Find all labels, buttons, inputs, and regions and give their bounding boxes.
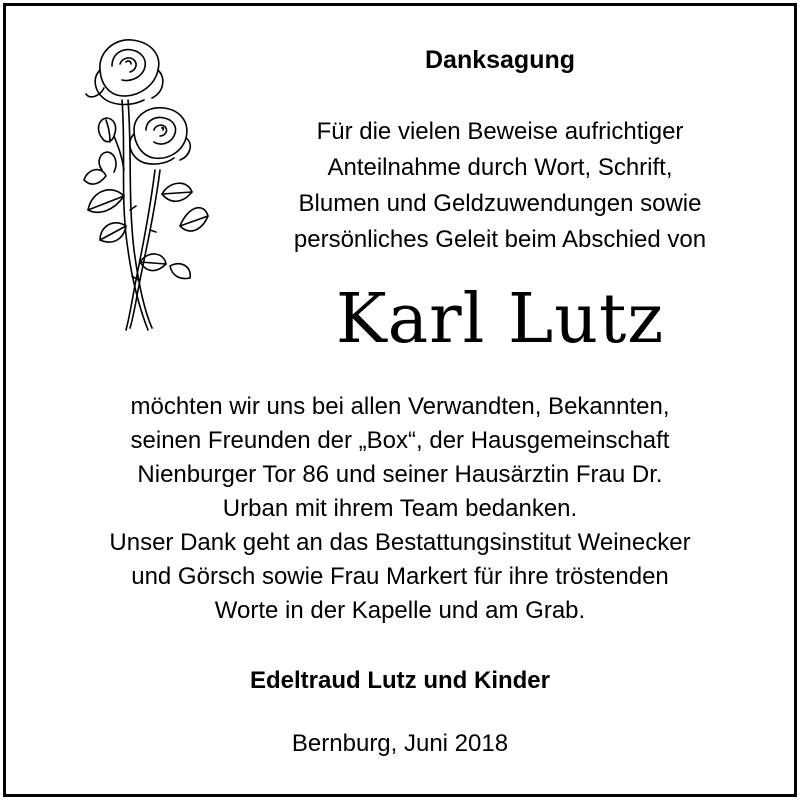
thanks-line: und Görsch sowie Frau Markert für ihre tröstenden (131, 563, 669, 590)
intro-text (240, 114, 760, 258)
deceased-name: Karl Lutz (335, 280, 665, 359)
intro-line: Blumen und Geldzuwendungen sowie (298, 190, 702, 217)
place-date: Bernburg, Juni 2018 (291, 730, 509, 757)
intro-line: Anteilnahme durch Wort, Schrift, (327, 154, 673, 181)
thanks-line: Worte in der Kapelle und am Grab. (214, 597, 586, 624)
thanks-line: Unser Dank geht an das Bestattungsinstitut Weinecker (109, 529, 691, 556)
thanks-text (20, 390, 780, 628)
thanks-line: möchten wir uns bei allen Verwandten, Bekannten, (130, 393, 670, 420)
signature: Edeltraud Lutz und Kinder (250, 667, 550, 694)
notice-title: Danksagung (424, 46, 576, 74)
intro-line: persönliches Geleit beim Abschied von (293, 226, 707, 253)
rose-icon (70, 30, 210, 340)
thanks-line: Urban mit ihrem Team bedanken. (222, 495, 578, 522)
thanks-line: Nienburger Tor 86 und seiner Hausärztin Frau Dr. (137, 461, 663, 488)
intro-line: Für die vielen Beweise aufrichtiger (316, 118, 684, 145)
thanks-line: seinen Freunden der „Box“, der Hausgemeinschaft (130, 427, 670, 454)
